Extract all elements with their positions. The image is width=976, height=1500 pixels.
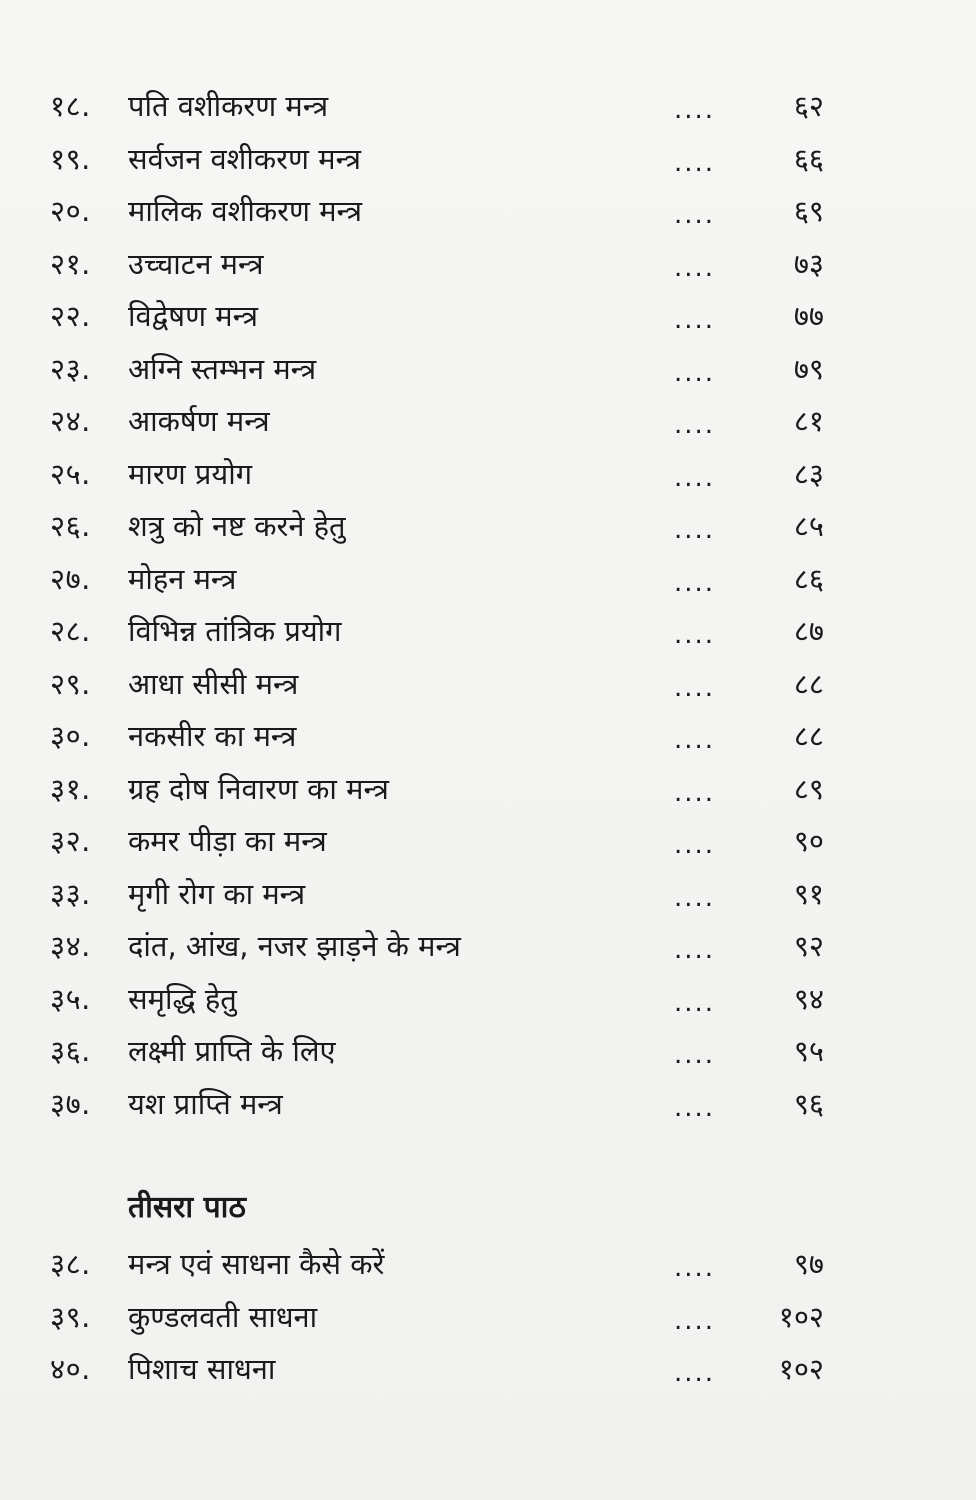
entry-page-number: ७९ (793, 351, 824, 386)
entry-title: आकर्षण मन्त्र (128, 404, 270, 438)
entry-number: २८. (50, 614, 91, 648)
dot-leader: .... (674, 987, 716, 1018)
dot-leader: .... (674, 200, 716, 230)
entry-title: कमर पीड़ा का मन्त्र (128, 824, 327, 858)
dot-leader: .... (674, 830, 716, 860)
entry-title: मालिक वशीकरण मन्त्र (128, 194, 362, 228)
entry-number: २४. (50, 404, 91, 438)
toc-entry (0, 815, 976, 868)
dot-leader: .... (674, 777, 716, 808)
entry-page-number: ८८ (793, 666, 824, 701)
dot-leader: .... (674, 1092, 716, 1123)
entry-number: १९. (50, 141, 91, 176)
dot-leader: .... (674, 725, 716, 755)
toc-entry (0, 658, 976, 711)
dot-leader: .... (674, 357, 716, 388)
entry-number: ३३. (50, 876, 91, 911)
entry-number: १८. (50, 89, 91, 123)
entry-number: २३. (50, 351, 91, 386)
entry-title: मृगी रोग का मन्त्र (128, 876, 306, 911)
entry-page-number: ८१ (793, 404, 824, 438)
entry-number: ३२. (50, 824, 91, 858)
entry-page-number: ८९ (793, 771, 824, 806)
entry-page-number: ६२ (793, 89, 824, 123)
entry-page-number: ८७ (793, 614, 824, 648)
dot-leader: .... (674, 882, 716, 913)
toc-entry (0, 290, 976, 343)
toc-entry (0, 80, 976, 133)
dot-leader: .... (674, 1358, 716, 1388)
entry-title: मन्त्र एवं साधना कैसे करें (128, 1247, 385, 1281)
entry-page-number: ९६ (793, 1086, 824, 1121)
entry-title: यश प्राप्ति मन्त्र (128, 1086, 283, 1121)
entry-number: २५. (50, 456, 91, 491)
entry-title: पिशाच साधना (128, 1352, 276, 1386)
entry-number: २७. (50, 561, 91, 596)
entry-number: २०. (50, 194, 91, 228)
entry-page-number: ९४ (793, 981, 824, 1016)
dot-leader: .... (674, 147, 716, 178)
entry-title: लक्ष्मी प्राप्ति के लिए (128, 1034, 336, 1068)
entry-number: ३४. (50, 929, 91, 963)
entry-page-number: ९७ (793, 1247, 824, 1281)
entry-title: विद्वेषण मन्त्र (128, 299, 259, 333)
dot-leader: .... (674, 95, 716, 125)
toc-entry (0, 553, 976, 606)
toc-entry (0, 763, 976, 816)
toc-entry (0, 448, 976, 501)
entry-page-number: १०२ (778, 1299, 824, 1334)
dot-leader: .... (674, 1040, 716, 1070)
entry-number: २९. (50, 666, 91, 701)
dot-leader: .... (674, 410, 716, 440)
entry-number: ३६. (50, 1034, 91, 1068)
entry-page-number: ८६ (793, 561, 824, 596)
entry-title: पति वशीकरण मन्त्र (128, 89, 329, 123)
dot-leader: .... (674, 672, 716, 703)
entry-number: ३७. (50, 1086, 91, 1121)
table-of-contents (0, 80, 976, 1130)
dot-leader: .... (674, 305, 716, 335)
toc-entry (0, 1343, 976, 1396)
dot-leader: .... (674, 935, 716, 965)
dot-leader: .... (674, 620, 716, 650)
entry-title: मारण प्रयोग (128, 456, 253, 491)
toc-entry (0, 920, 976, 973)
toc-entry (0, 500, 976, 553)
entry-title: सर्वजन वशीकरण मन्त्र (128, 141, 362, 176)
entry-page-number: ९२ (793, 929, 824, 963)
entry-title: ग्रह दोष निवारण का मन्त्र (128, 771, 389, 806)
dot-leader: .... (674, 567, 716, 598)
toc-entry (0, 343, 976, 396)
dot-leader: .... (674, 252, 716, 283)
toc-entry (0, 973, 976, 1026)
toc-entry (0, 868, 976, 921)
entry-title: नकसीर का मन्त्र (128, 719, 297, 753)
entry-page-number: ७७ (793, 299, 824, 333)
entry-title: मोहन मन्त्र (128, 561, 237, 596)
toc-entry (0, 185, 976, 238)
entry-page-number: ९५ (793, 1034, 824, 1068)
entry-number: ३५. (50, 981, 91, 1016)
table-of-contents-section-3 (0, 1238, 976, 1396)
entry-number: ३९. (50, 1299, 91, 1334)
entry-title: कुण्डलवती साधना (128, 1299, 318, 1334)
entry-title: विभिन्न तांत्रिक प्रयोग (128, 614, 342, 648)
entry-page-number: ८८ (793, 719, 824, 753)
entry-number: ४०. (50, 1352, 91, 1386)
dot-leader: .... (674, 1253, 716, 1283)
toc-entry (0, 1238, 976, 1291)
entry-number: ३०. (50, 719, 91, 753)
entry-page-number: ९१ (793, 876, 824, 911)
toc-entry (0, 1025, 976, 1078)
toc-entry (0, 133, 976, 186)
entry-title: अग्नि स्तम्भन मन्त्र (128, 351, 317, 386)
entry-number: ३१. (50, 771, 91, 806)
entry-page-number: ८५ (793, 509, 824, 543)
section-heading: तीसरा पाठ (128, 1190, 246, 1225)
entry-page-number: ६९ (793, 194, 824, 228)
dot-leader: .... (674, 515, 716, 545)
toc-entry (0, 395, 976, 448)
toc-entry (0, 1078, 976, 1131)
entry-page-number: ८३ (793, 456, 824, 491)
entry-number: ३८. (50, 1247, 91, 1281)
dot-leader: .... (674, 1305, 716, 1336)
toc-entry (0, 710, 976, 763)
entry-page-number: ७३ (793, 246, 824, 281)
entry-number: २६. (50, 509, 91, 543)
entry-page-number: ९० (793, 824, 824, 858)
entry-title: दांत, आंख, नजर झाड़ने के मन्त्र (128, 929, 461, 963)
entry-title: उच्चाटन मन्त्र (128, 246, 264, 281)
entry-page-number: १०२ (778, 1352, 824, 1386)
entry-page-number: ६६ (793, 141, 824, 176)
dot-leader: .... (674, 462, 716, 493)
entry-number: २१. (50, 246, 91, 281)
toc-entry (0, 605, 976, 658)
toc-entry (0, 1291, 976, 1344)
entry-title: आधा सीसी मन्त्र (128, 666, 299, 701)
toc-entry (0, 238, 976, 291)
entry-number: २२. (50, 299, 91, 333)
entry-title: समृद्धि हेतु (128, 981, 237, 1016)
entry-title: शत्रु को नष्ट करने हेतु (128, 509, 346, 543)
